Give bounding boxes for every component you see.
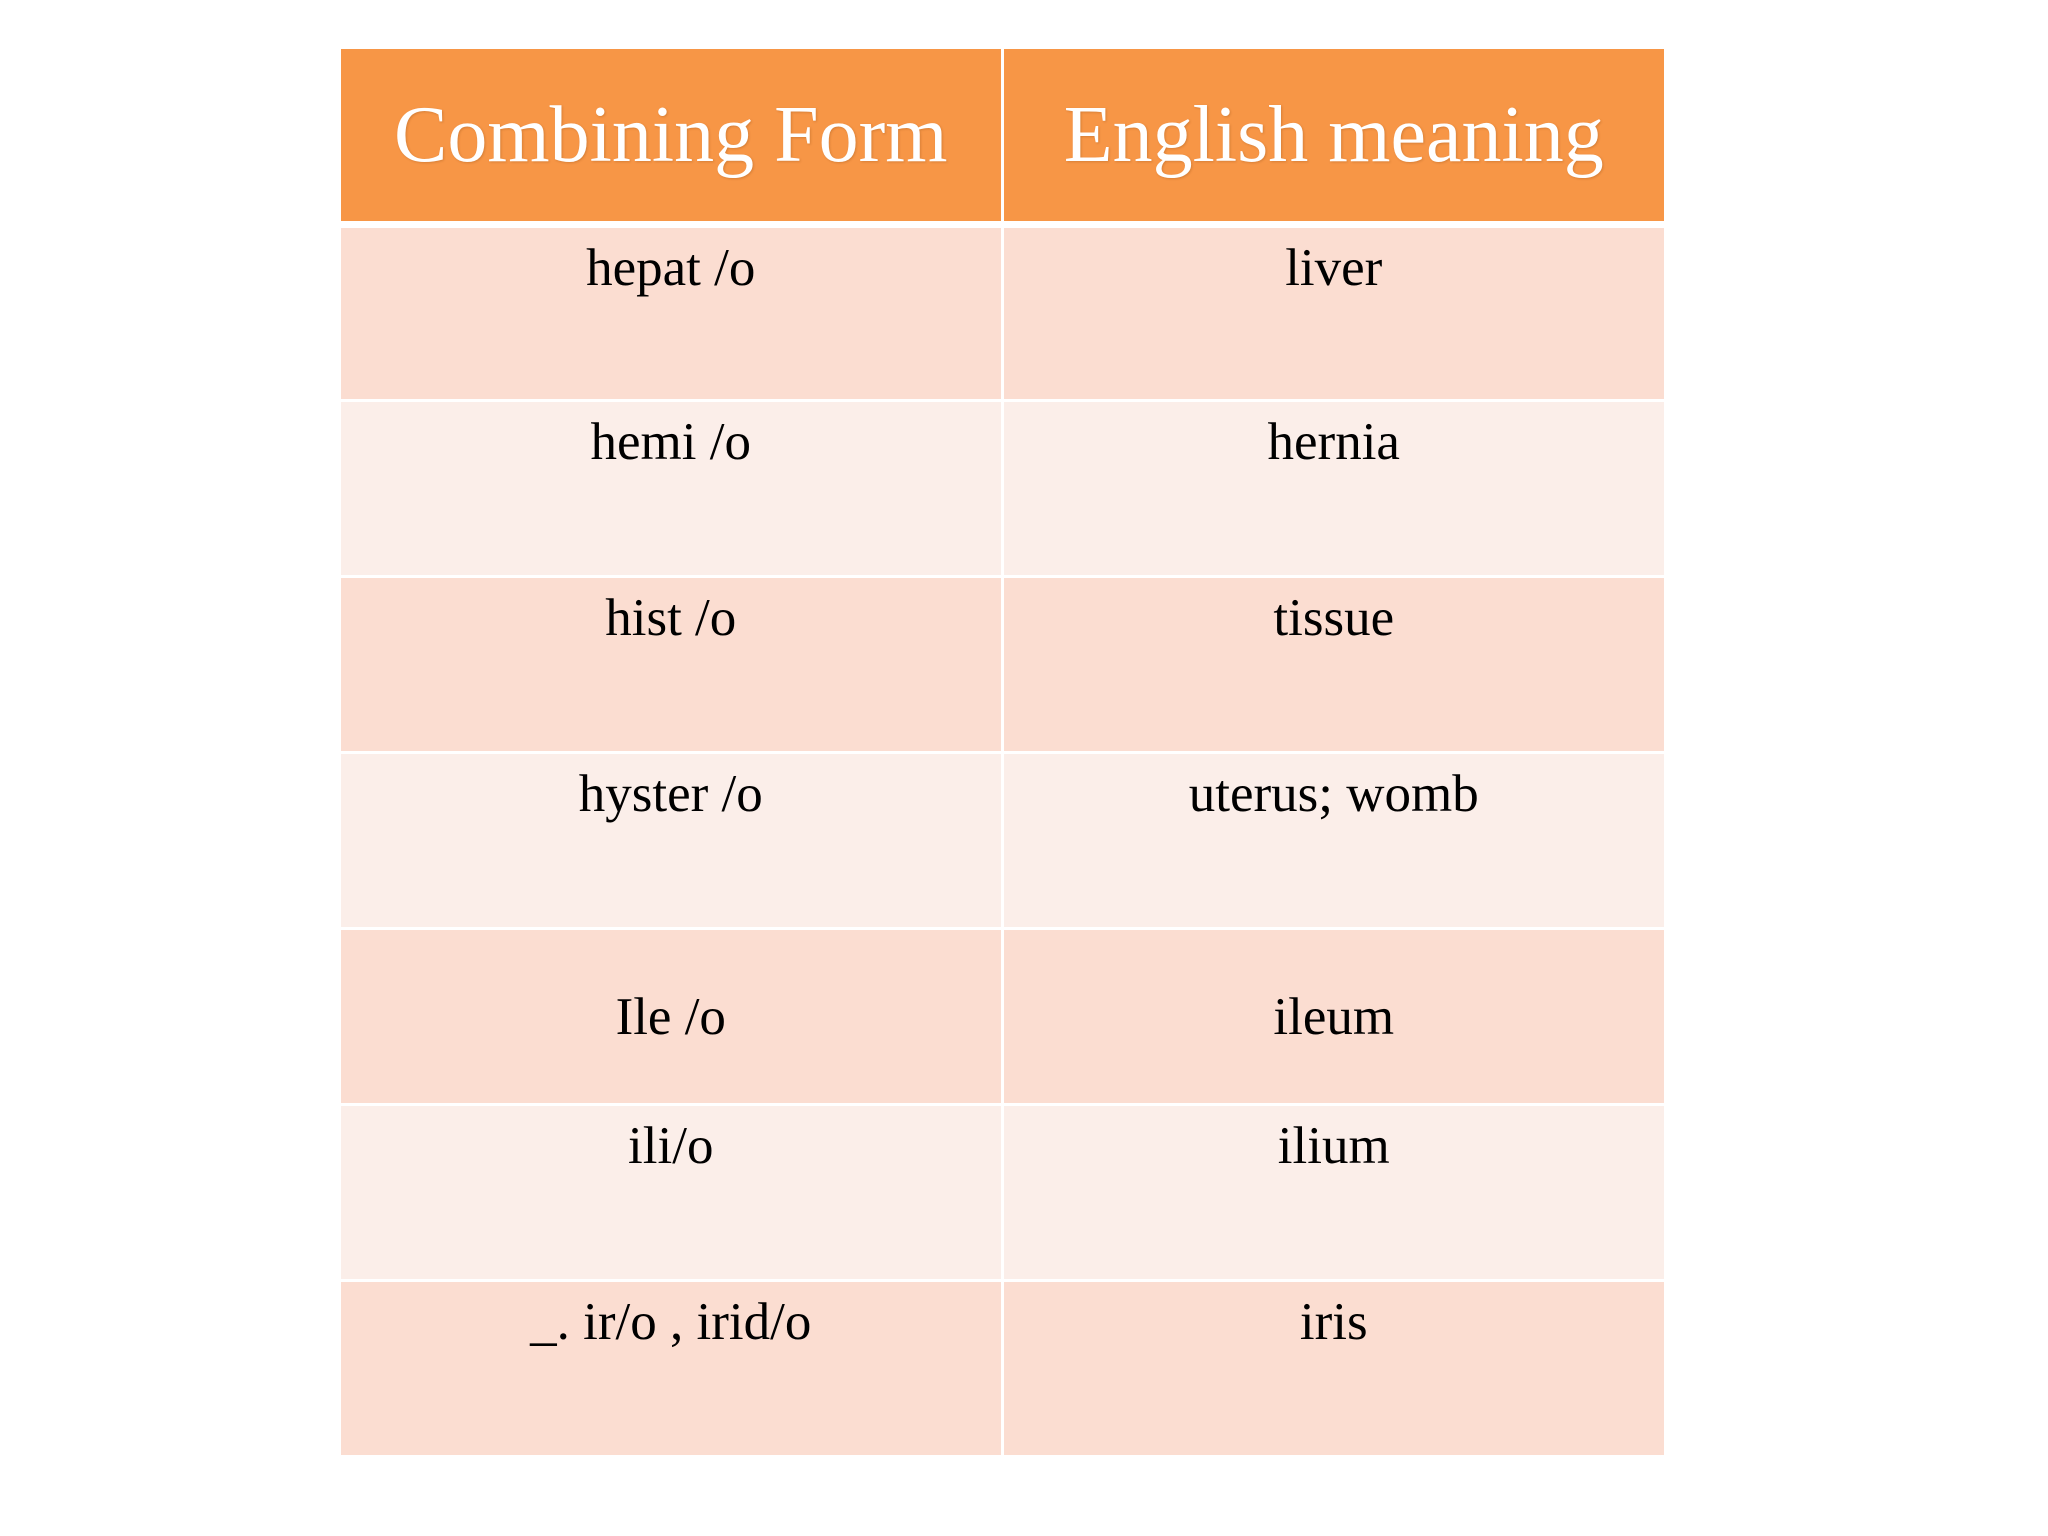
header-english-meaning: English meaning xyxy=(1002,49,1664,225)
cell-combining-form: hyster /o xyxy=(341,753,1002,929)
table-row xyxy=(341,577,1664,753)
combining-forms-table xyxy=(341,49,1664,1458)
cell-combining-form: hemi /o xyxy=(341,401,1002,577)
table-row xyxy=(341,929,1664,1105)
table-row xyxy=(341,1281,1664,1457)
cell-meaning: ilium xyxy=(1002,1105,1664,1281)
table-row xyxy=(341,753,1664,929)
vocabulary-table-container xyxy=(341,49,1664,1458)
table-row xyxy=(341,1105,1664,1281)
cell-combining-form: _. ir/o , irid/o xyxy=(341,1281,1002,1457)
cell-meaning: hernia xyxy=(1002,401,1664,577)
cell-combining-form: hist /o xyxy=(341,577,1002,753)
table-body xyxy=(341,225,1664,1457)
cell-meaning: tissue xyxy=(1002,577,1664,753)
cell-meaning: liver xyxy=(1002,225,1664,401)
header-combining-form: Combining Form xyxy=(341,49,1002,225)
table-header xyxy=(341,49,1664,225)
header-row xyxy=(341,49,1664,225)
cell-combining-form: hepat /o xyxy=(341,225,1002,401)
table-row xyxy=(341,401,1664,577)
table-row xyxy=(341,225,1664,401)
cell-combining-form: ili/o xyxy=(341,1105,1002,1281)
cell-combining-form: Ile /o xyxy=(341,929,1002,1105)
cell-meaning: ileum xyxy=(1002,929,1664,1105)
cell-meaning: iris xyxy=(1002,1281,1664,1457)
cell-meaning: uterus; womb xyxy=(1002,753,1664,929)
